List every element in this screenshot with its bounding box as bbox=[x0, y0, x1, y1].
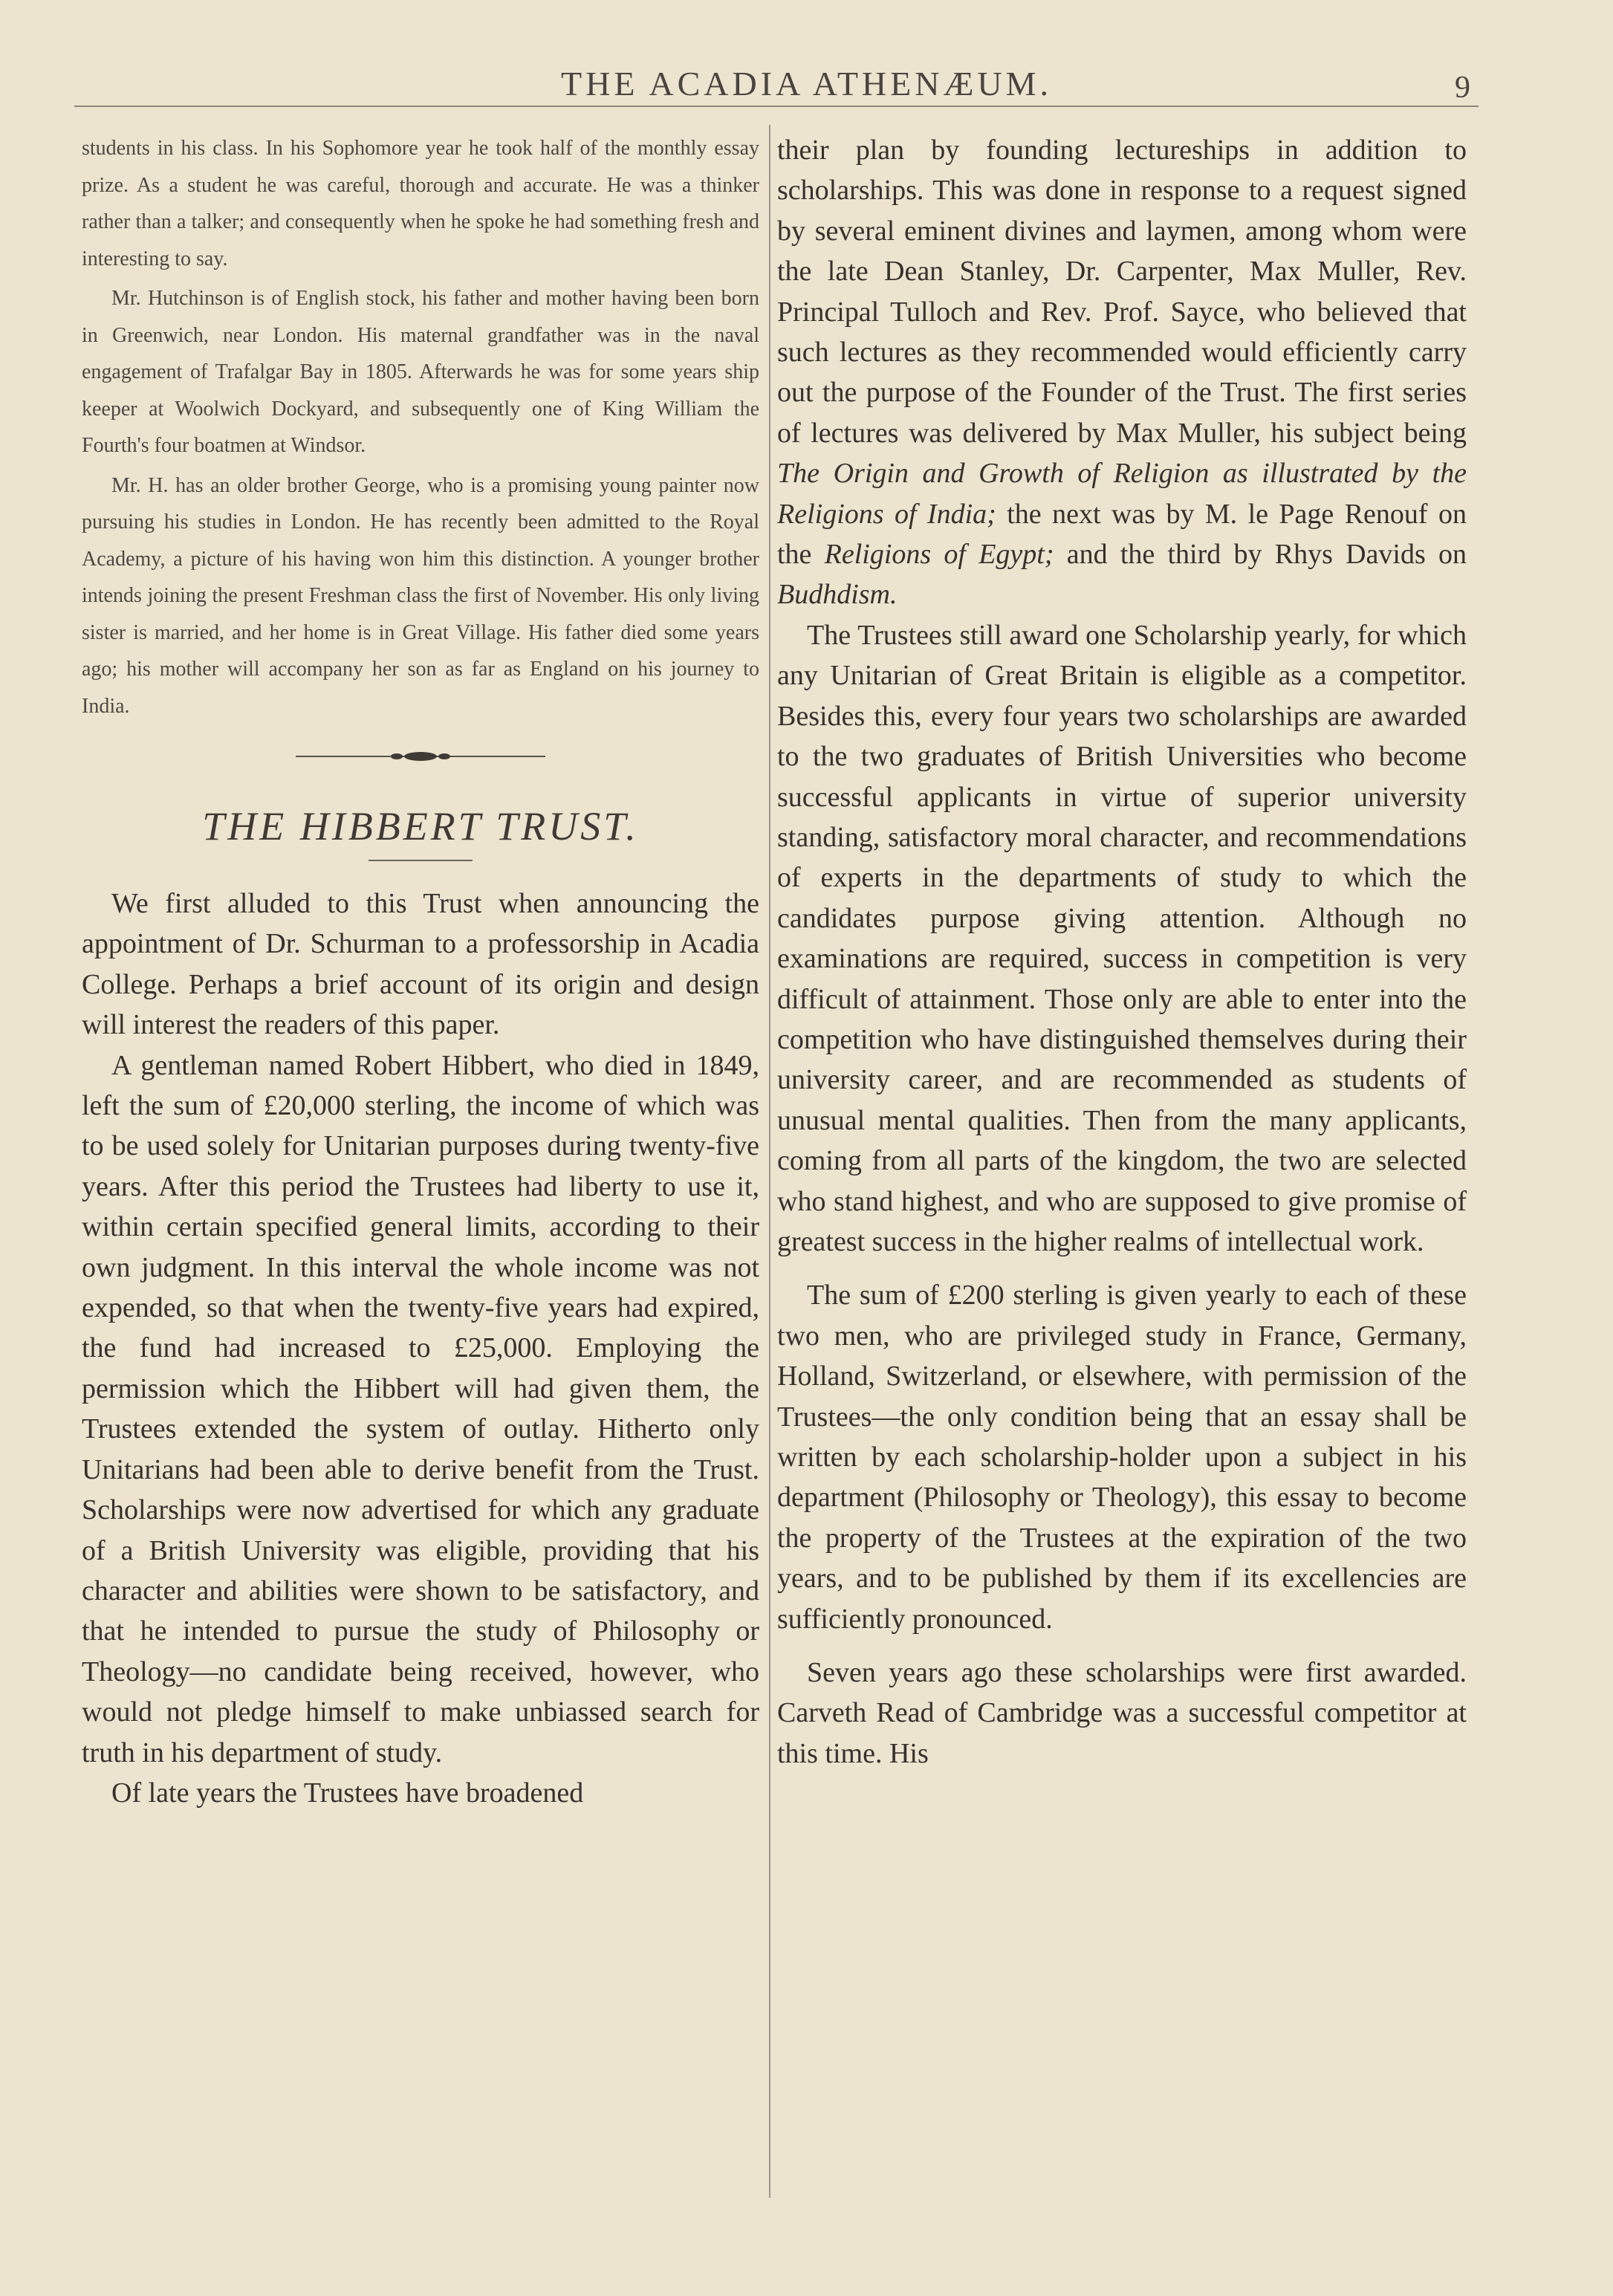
lecture-title-1: The Origin and Growth of Religion as illustrated by the Religions of India; bbox=[777, 458, 1467, 530]
article-paragraph-2: A gentleman named Robert Hibbert, who died in 1849, left the sum of £20,000 sterling, the income of which was to be used solely for Unitarian purposes during twenty-five years. After this period the Trustees had liberty to use it, within certain specified general limits, according to their own judgment. In this interval the whole income was not expended, so that when the twenty-five years had expired, the fund had increased to £25,000. Employing the permission which the Hibbert will had given them, the Trustees extended the system of outlay. Hitherto only Unitarians had been able to derive benefit from the Trust. Scholarships were now advertised for which any graduate of a British University was eligible, providing that his character and abilities were shown to be satisfactory, and that he intended to pursue the study of Philosophy or Theology—no candidate being received, however, who would not pledge himself to make unbiassed search for truth in his department of study. bbox=[82, 1049, 759, 1768]
page-header bbox=[0, 52, 1613, 104]
column-divider bbox=[769, 125, 770, 2198]
intro-paragraph-1: students in his class. In his Sophomore year he took half of the monthly essay prize. As a student he was careful, thorough and accurate. He was a thinker rather than a talker; and consequently when he spoke he had something fresh and interesting to say. bbox=[82, 137, 759, 270]
article-title: THE HIBBERT TRUST. bbox=[202, 804, 639, 849]
header-rule bbox=[74, 106, 1479, 107]
intro-paragraph-3: Mr. H. has an older brother George, who is a promising young painter now pursuing his studies in London. He has recently been admitted to the Royal Academy, a picture of his having won him this distinction. A younger brother intends joining the present Freshman class the first of November. His only living sister is married, and her home is in Great Village. His father died some years ago; his mother will accompany her son as far as England on his journey to India. bbox=[82, 473, 759, 718]
left-column bbox=[82, 130, 759, 1813]
paragraph-text: the next was by M. le Page Renouf on the bbox=[777, 498, 1467, 571]
intro-paragraph-2: Mr. Hutchinson is of English stock, his father and mother having been born in Greenwich, near London. His maternal grandfather was in the naval engagement of Trafalgar Bay in 1805. Afterwards he was for some years ship keeper at Woolwich Dockyard, and subsequently one of King William the Fourth's four boatmen at Windsor. bbox=[82, 287, 759, 457]
section-ornament bbox=[296, 751, 545, 762]
title-rule bbox=[369, 860, 473, 861]
paragraph-text: their plan by founding lectureships in addition to scholarships. This was done in response to a request signed by several eminent divines and laymen, among whom were the late Dean Stanley, Dr. Carpenter, Max Muller, Rev. Principal Tulloch and Rev. Prof. Sayce, who believed that such lectures as they recommended would efficiently carry out the purpose of the Founder of the Trust. The first series of lectures was delivered by Max Muller, his subject being bbox=[777, 134, 1467, 449]
article-paragraph-7: Seven years ago these scholarships were first awarded. Carveth Read of Cambridge was a successful competitor at this time. His bbox=[777, 1657, 1467, 1769]
right-column bbox=[777, 130, 1467, 1774]
article-paragraph-1: We first alluded to this Trust when announcing the appointment of Dr. Schurman to a professorship in Acadia College. Perhaps a brief account of its origin and design will interest the readers of this paper. bbox=[82, 888, 759, 1041]
article-paragraph-4 bbox=[777, 130, 1467, 615]
lecture-title-2: Religions of Egypt; bbox=[824, 539, 1054, 571]
lecture-title-3: Budhdism. bbox=[777, 579, 898, 611]
article-paragraph-5: The Trustees still award one Scholarship yearly, for which any Unitarian of Great Britain is eligible as a competitor. Besides this, every four years two scholarships are awarded to the two graduates of British Universities who become successful applicants in virtue of superior university standing, satisfactory moral character, and recommendations of experts in the departments of study to which the candidates purpose giving attention. Although no examinations are required, success in competition is very difficult of attainment. Those only are able to enter into the competition who have distinguished themselves during their university career, and are recommended as students of unusual mental qualities. Then from the many applicants, coming from all parts of the kingdom, the two are selected who stand highest, and who are supposed to give promise of greatest success in the higher realms of intellectual work. bbox=[777, 619, 1467, 1257]
article-paragraph-6: The sum of £200 sterling is given yearly to each of these two men, who are privileged study in France, Germany, Holland, Switzerland, or elsewhere, with permission of the Trustees—the only condition being that an essay shall be written by each scholarship-holder upon a subject in his department (Philosophy or Theology), this essay to become the property of the Trustees at the expiration of the two years, and to be published by them if its excellencies are sufficiently pronounced. bbox=[777, 1280, 1467, 1635]
article-paragraph-3: Of late years the Trustees have broadened bbox=[111, 1777, 584, 1809]
paragraph-text: and the third by Rhys Davids on bbox=[1054, 539, 1467, 571]
page-number: 9 bbox=[1455, 71, 1470, 105]
publication-title: THE ACADIA ATHENÆUM. bbox=[561, 65, 1052, 103]
